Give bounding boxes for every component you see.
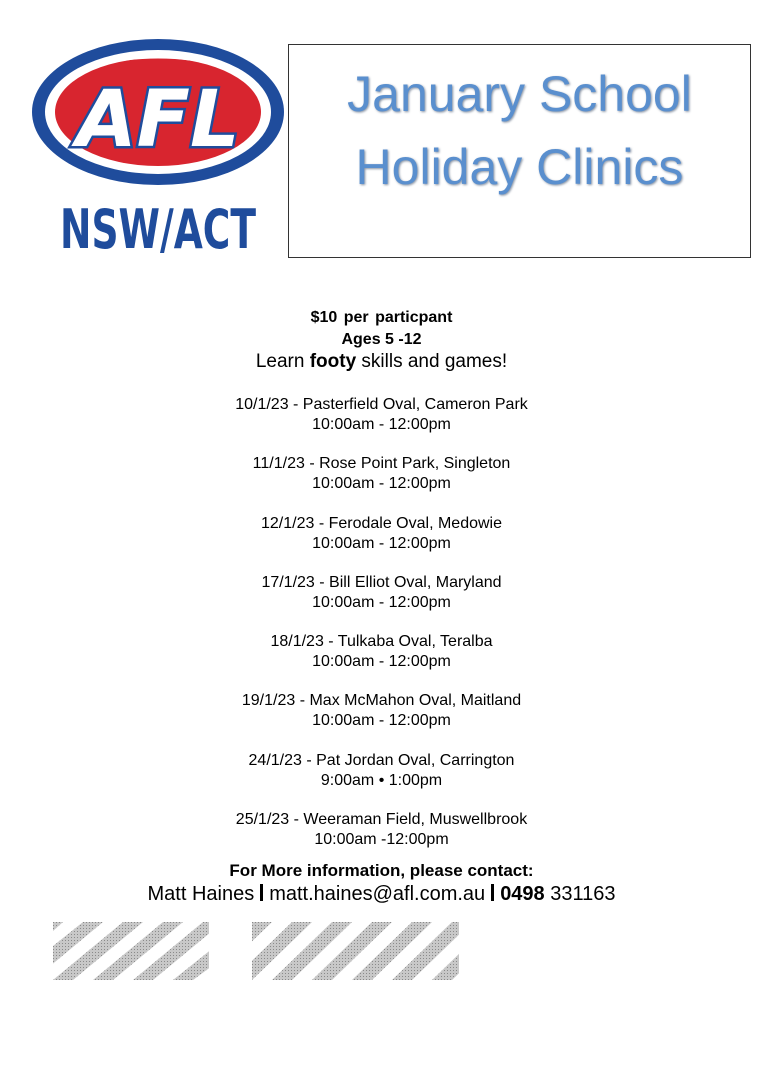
separator-bar xyxy=(491,884,494,901)
contact-heading: For More information, please contact: xyxy=(229,861,534,880)
session-place: 25/1/23 - Weeraman Field, Muswellbrook xyxy=(235,811,528,829)
contact-email[interactable]: matt.haines@afl.com.au xyxy=(269,883,486,905)
contact-line xyxy=(0,883,763,906)
session-time: 10:00am - 12:00pm xyxy=(312,416,451,433)
session-place: 18/1/23 - Tulkaba Oval, Teralba xyxy=(270,633,493,651)
session-item xyxy=(0,751,763,810)
session-time: 9:00am • 1:00pm xyxy=(320,771,443,789)
learn-text xyxy=(0,351,763,373)
contact-phone-rest: 331163 xyxy=(544,883,616,905)
session-time: 10:00am - 12:00pm xyxy=(312,712,451,730)
ages-text: Ages 5 -12 xyxy=(341,331,422,348)
title-box xyxy=(288,44,751,258)
session-time: 10:00am - 12:00pm xyxy=(312,593,451,611)
afl-nsw-act-logo xyxy=(30,36,288,261)
session-place: 17/1/23 - Bill Elliot Oval, Maryland xyxy=(261,573,502,591)
separator-bar xyxy=(260,884,263,901)
session-item xyxy=(0,691,763,750)
session-time: 10:00am - 12:00pm xyxy=(312,475,451,493)
logo-nsw-act-text: NSW/ACT xyxy=(60,198,257,261)
session-time: 10:00am - 12:00pm xyxy=(312,534,451,552)
session-item xyxy=(0,454,763,513)
decorative-stripes-left xyxy=(53,922,209,980)
title-line-1: January School xyxy=(347,66,692,122)
session-item xyxy=(0,632,763,691)
session-time: 10:00am - 12:00pm xyxy=(312,653,451,671)
session-item xyxy=(0,395,763,454)
session-place: 11/1/23 - Rose Point Park, Singleton xyxy=(252,455,511,473)
decorative-stripes-right xyxy=(252,922,459,980)
session-item xyxy=(0,573,763,632)
contact-phone-prefix: 0498 xyxy=(500,883,545,905)
session-place: 10/1/23 - Pasterfield Oval, Cameron Park xyxy=(235,396,528,413)
session-list xyxy=(0,395,763,869)
session-place: 12/1/23 - Ferodale Oval, Medowie xyxy=(260,514,502,532)
session-time: 10:00am -12:00pm xyxy=(314,831,449,849)
title-line-2: Holiday Clinics xyxy=(355,139,684,195)
price-text: $10 per particpant xyxy=(310,309,453,326)
learn-prefix: Learn xyxy=(255,351,310,372)
session-place: 24/1/23 - Pat Jordan Oval, Carrington xyxy=(248,751,515,769)
contact-name: Matt Haines xyxy=(147,883,255,905)
logo-afl-text: AFL xyxy=(76,75,240,165)
learn-suffix: skills and games! xyxy=(356,351,508,372)
session-place: 19/1/23 - Max McMahon Oval, Maitland xyxy=(241,692,522,710)
session-item xyxy=(0,514,763,573)
learn-bold: footy xyxy=(309,351,357,372)
